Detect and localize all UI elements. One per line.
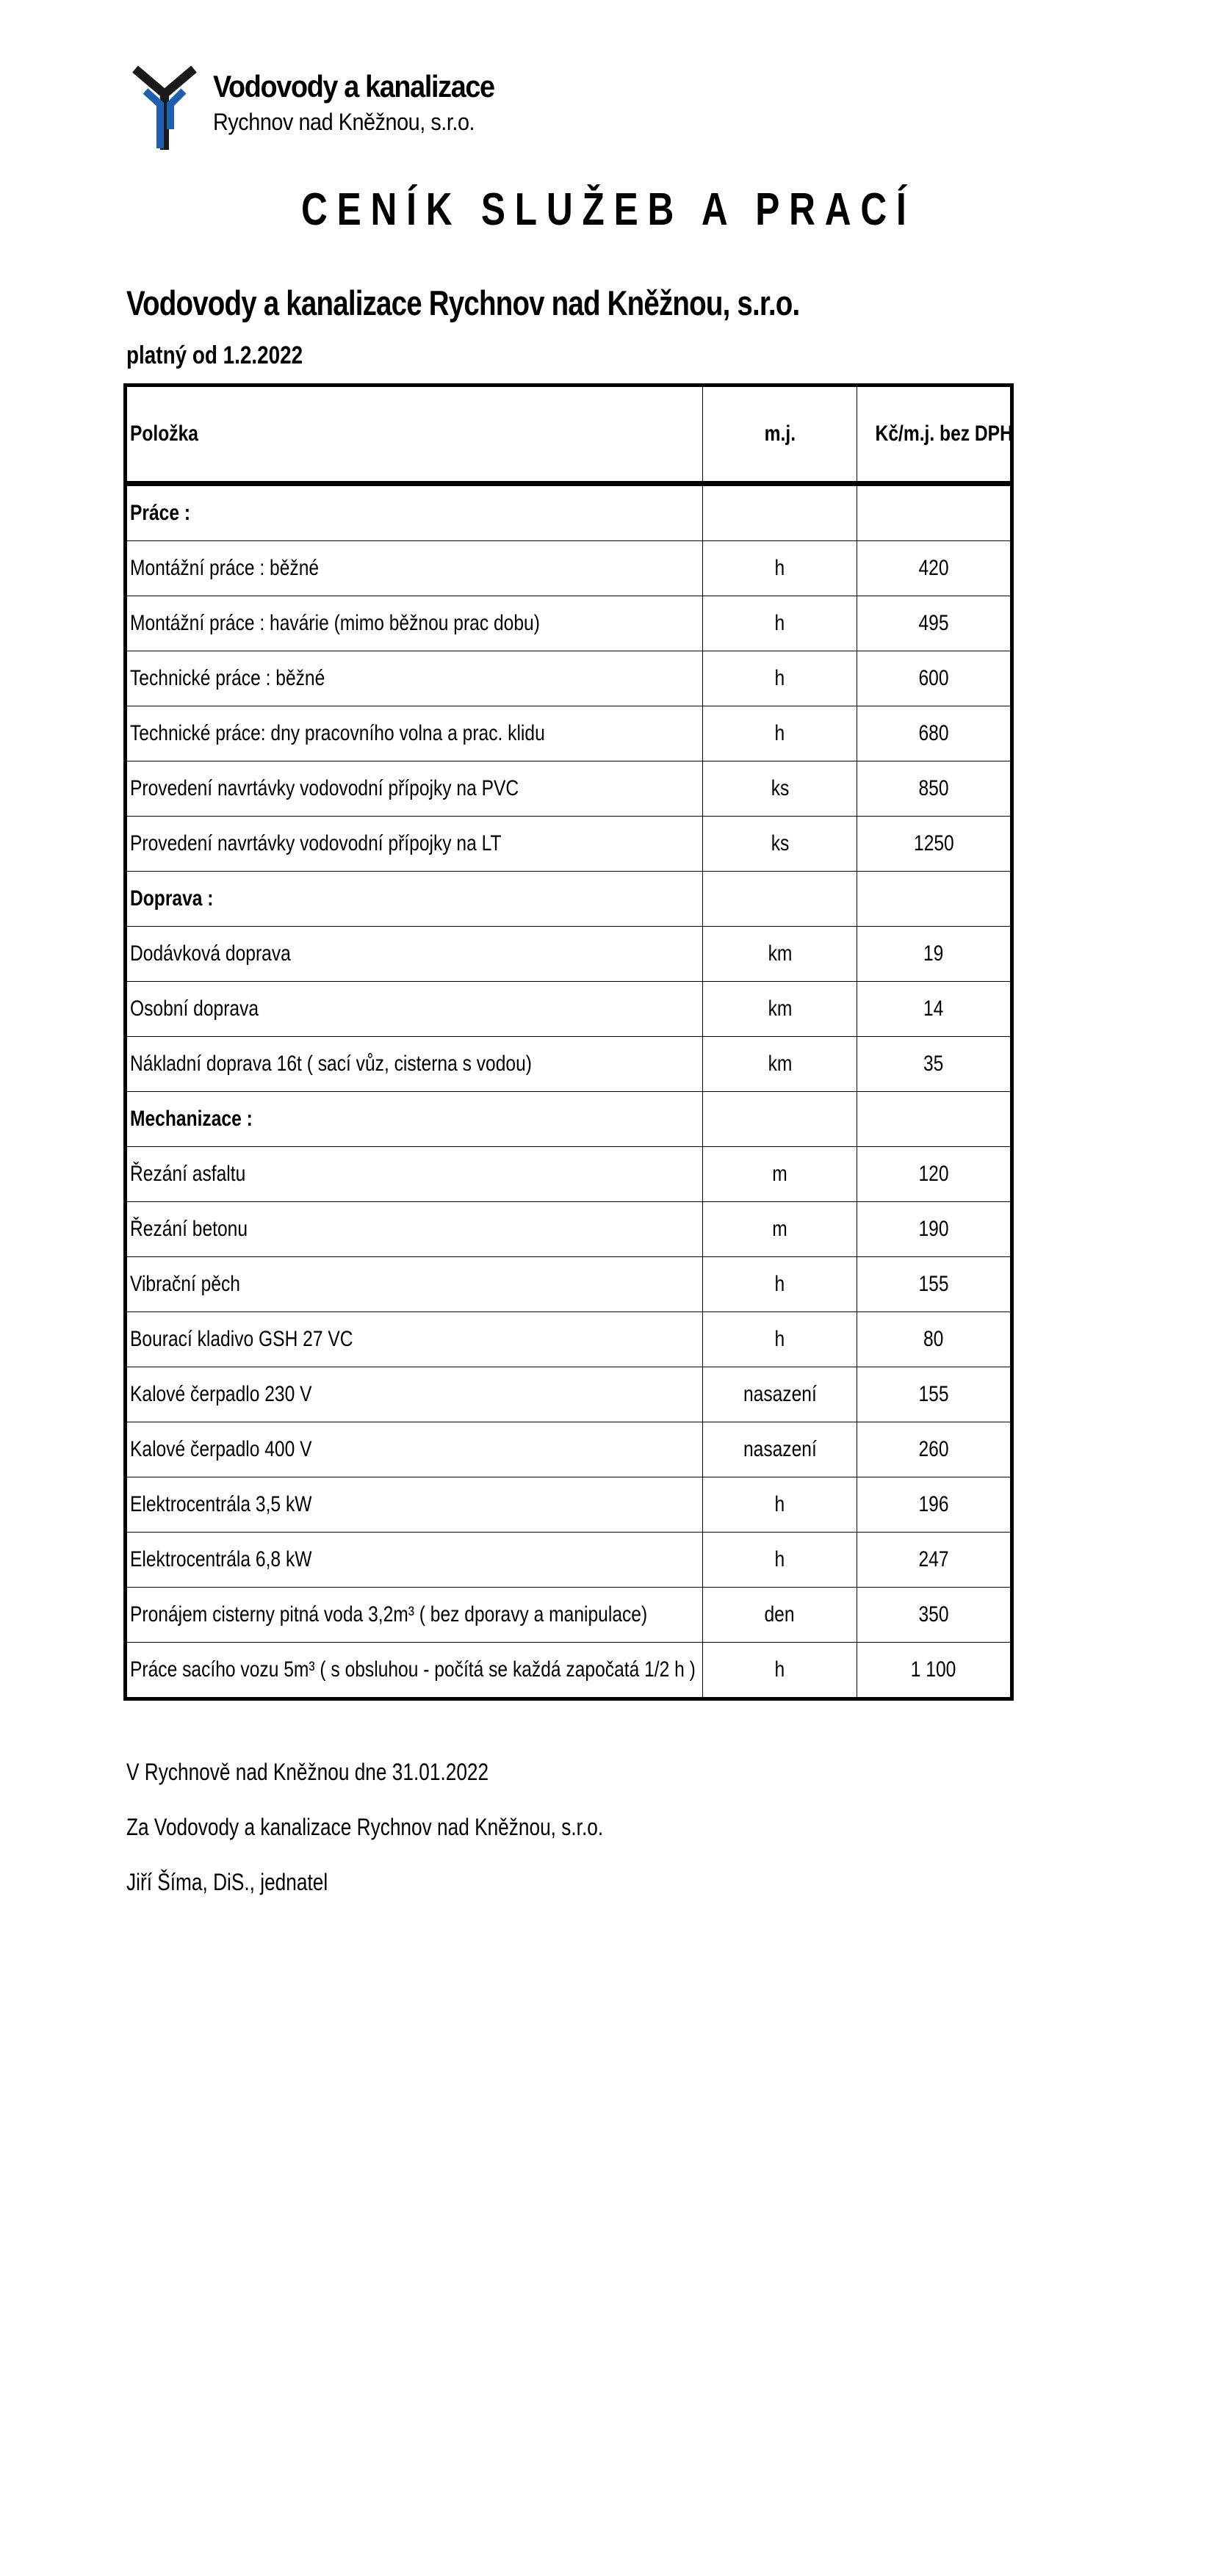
table-header-row — [126, 386, 1012, 484]
table-row — [126, 1422, 1012, 1477]
cell-item: Bourací kladivo GSH 27 VC — [126, 1312, 703, 1367]
cell-unit: h — [703, 706, 857, 761]
cell-unit: km — [703, 982, 857, 1037]
table-row — [126, 982, 1012, 1037]
document-title: CENÍK SLUŽEB A PRACÍ — [301, 184, 916, 235]
cell-unit: h — [703, 1533, 857, 1588]
cell-unit: h — [703, 1643, 857, 1699]
cell-unit: km — [703, 1037, 857, 1092]
cell-item: Provedení navrtávky vodovodní přípojky na PVC — [126, 761, 703, 817]
cell-unit: h — [703, 1312, 857, 1367]
cell-unit: km — [703, 927, 857, 982]
table-row — [126, 761, 1012, 817]
cell-price — [857, 1092, 1012, 1147]
cell-item: Technické práce : běžné — [126, 651, 703, 706]
cell-price: 1250 — [857, 817, 1012, 872]
table-row — [126, 651, 1012, 706]
table-row — [126, 541, 1012, 596]
header-item: Položka — [126, 386, 703, 484]
cell-item: Osobní doprava — [126, 982, 703, 1037]
table-row — [126, 1147, 1012, 1202]
cell-unit: m — [703, 1147, 857, 1202]
cell-price: 35 — [857, 1037, 1012, 1092]
cell-price: 260 — [857, 1422, 1012, 1477]
cell-price: 680 — [857, 706, 1012, 761]
table-row — [126, 1533, 1012, 1588]
cell-price: 495 — [857, 596, 1012, 651]
valid-from: platný od 1.2.2022 — [126, 341, 303, 369]
cell-price: 350 — [857, 1588, 1012, 1643]
cell-price: 120 — [857, 1147, 1012, 1202]
cell-item: Elektrocentrála 6,8 kW — [126, 1533, 703, 1588]
cell-unit: nasazení — [703, 1367, 857, 1422]
table-row — [126, 1202, 1012, 1257]
header-unit: m.j. — [703, 386, 857, 484]
cell-unit: nasazení — [703, 1422, 857, 1477]
header-price: Kč/m.j. bez DPH — [857, 386, 1012, 484]
cell-price: 850 — [857, 761, 1012, 817]
cell-item: Řezání betonu — [126, 1202, 703, 1257]
cell-price: 155 — [857, 1367, 1012, 1422]
cell-item: Nákladní doprava 16t ( sací vůz, cisterna s vodou) — [126, 1037, 703, 1092]
cell-item: Vibrační pěch — [126, 1257, 703, 1312]
cell-price: 190 — [857, 1202, 1012, 1257]
table-section-row — [126, 872, 1012, 927]
cell-unit: den — [703, 1588, 857, 1643]
cell-unit: h — [703, 596, 857, 651]
cell-price: 19 — [857, 927, 1012, 982]
table-row — [126, 1367, 1012, 1422]
cell-unit: ks — [703, 761, 857, 817]
cell-item: Technické práce: dny pracovního volna a prac. klidu — [126, 706, 703, 761]
cell-item: Kalové čerpadlo 230 V — [126, 1367, 703, 1422]
logo-mark-icon — [131, 59, 204, 154]
cell-price: 1 100 — [857, 1643, 1012, 1699]
cell-unit — [703, 1092, 857, 1147]
table-row — [126, 1477, 1012, 1533]
cell-item: Řezání asfaltu — [126, 1147, 703, 1202]
table-row — [126, 817, 1012, 872]
cell-unit: h — [703, 541, 857, 596]
footer-on-behalf: Za Vodovody a kanalizace Rychnov nad Kněžnou, s.r.o. — [126, 1814, 604, 1840]
cell-price: 80 — [857, 1312, 1012, 1367]
cell-price — [857, 484, 1012, 541]
cell-item: Elektrocentrála 3,5 kW — [126, 1477, 703, 1533]
table-row — [126, 706, 1012, 761]
footer-signatory: Jiří Šíma, DiS., jednatel — [126, 1869, 328, 1895]
cell-item: Pronájem cisterny pitná voda 3,2m³ ( bez dporavy a manipulace) — [126, 1588, 703, 1643]
logo-subtitle: Rychnov nad Kněžnou, s.r.o. — [213, 109, 475, 135]
cell-unit: h — [703, 1477, 857, 1533]
cell-item: Montážní práce : běžné — [126, 541, 703, 596]
cell-unit: ks — [703, 817, 857, 872]
cell-price: 247 — [857, 1533, 1012, 1588]
cell-price: 155 — [857, 1257, 1012, 1312]
cell-price: 196 — [857, 1477, 1012, 1533]
cell-item: Doprava : — [126, 872, 703, 927]
cell-unit: h — [703, 651, 857, 706]
table-row — [126, 1037, 1012, 1092]
cell-unit — [703, 484, 857, 541]
table-row — [126, 927, 1012, 982]
table-row — [126, 1643, 1012, 1699]
table-row — [126, 1588, 1012, 1643]
table-row — [126, 1312, 1012, 1367]
table-section-row — [126, 1092, 1012, 1147]
cell-unit — [703, 872, 857, 927]
table-row — [126, 596, 1012, 651]
cell-price: 14 — [857, 982, 1012, 1037]
cell-item: Provedení navrtávky vodovodní přípojky na LT — [126, 817, 703, 872]
logo-name: Vodovody a kanalizace — [213, 69, 494, 104]
cell-price: 600 — [857, 651, 1012, 706]
cell-item: Mechanizace : — [126, 1092, 703, 1147]
cell-item: Dodávková doprava — [126, 927, 703, 982]
cell-item: Kalové čerpadlo 400 V — [126, 1422, 703, 1477]
company-logo — [131, 59, 494, 154]
price-table — [123, 383, 1014, 1701]
cell-unit: m — [703, 1202, 857, 1257]
cell-unit: h — [703, 1257, 857, 1312]
company-name: Vodovody a kanalizace Rychnov nad Kněžnou, s.r.o. — [126, 283, 800, 322]
table-section-row — [126, 484, 1012, 541]
table-row — [126, 1257, 1012, 1312]
footer-place-date: V Rychnově nad Kněžnou dne 31.01.2022 — [126, 1759, 489, 1785]
cell-price: 420 — [857, 541, 1012, 596]
cell-item: Práce : — [126, 484, 703, 541]
cell-item: Montážní práce : havárie (mimo běžnou prac dobu) — [126, 596, 703, 651]
cell-price — [857, 872, 1012, 927]
cell-item: Práce sacího vozu 5m³ ( s obsluhou - počítá se každá započatá 1/2 h ) — [126, 1643, 703, 1699]
